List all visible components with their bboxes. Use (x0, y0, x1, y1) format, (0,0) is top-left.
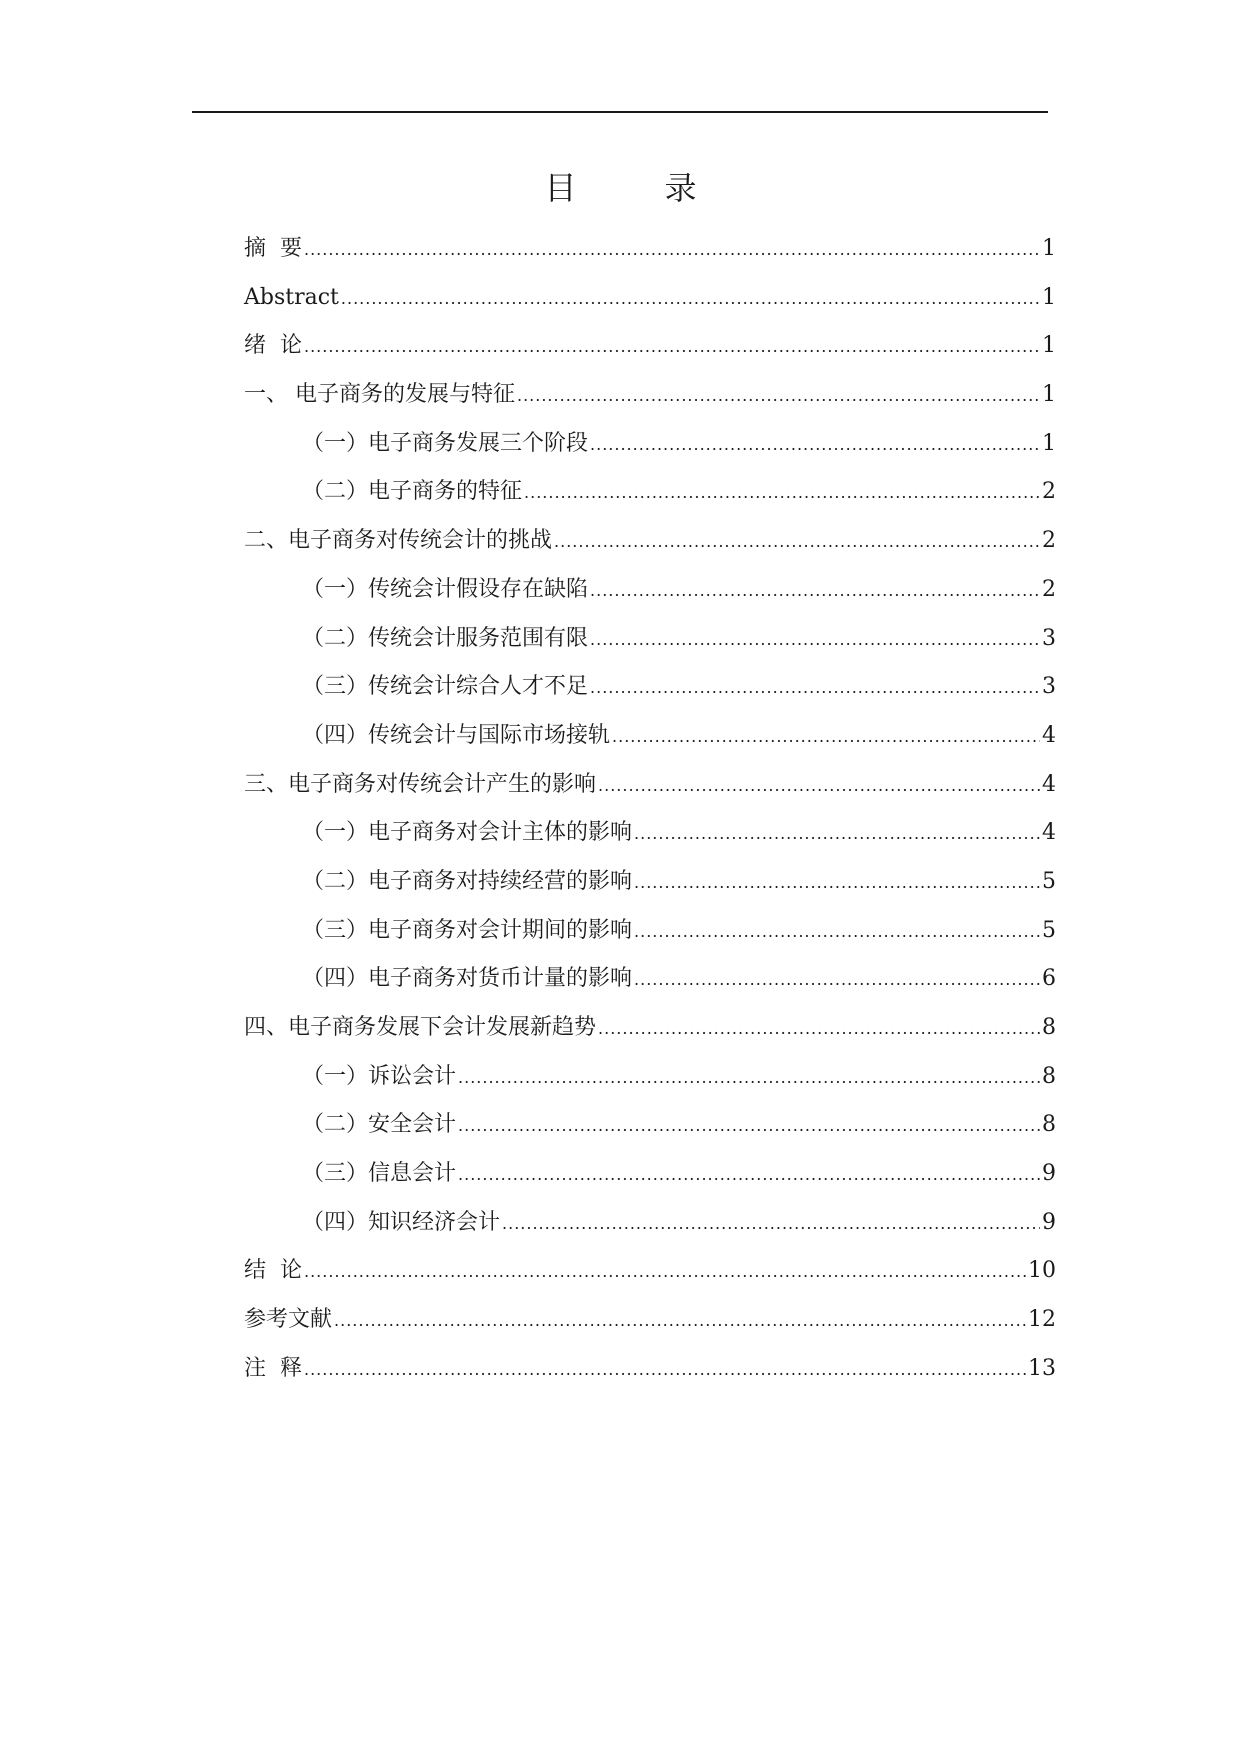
dot-leader (598, 762, 1040, 811)
toc-entry-label: 绪 论 (244, 333, 302, 359)
toc-entry[interactable] (244, 566, 1056, 615)
toc-entry-label: （四）知识经济会计 (302, 1209, 501, 1235)
dot-leader (590, 567, 1040, 616)
toc-entry-label: 摘 要 (244, 236, 302, 261)
toc-entry-label: （二）电子商务的特征 (302, 479, 523, 505)
toc-entry-label: （一）电子商务发展三个阶段 (302, 430, 589, 456)
toc-entry-label: （一）诉讼会计 (302, 1063, 457, 1089)
toc-entry-page-number: 1 (1042, 236, 1056, 261)
dot-leader (458, 1102, 1040, 1151)
toc-entry[interactable] (244, 615, 1056, 664)
toc-entry-label: （三）传统会计综合人才不足 (302, 674, 589, 700)
toc-entry-label: （三）电子商务对会计期间的影响 (302, 917, 633, 943)
toc-entry[interactable] (244, 225, 1056, 274)
toc-entry-page-number: 4 (1042, 820, 1056, 846)
toc-entry-page-number: 2 (1042, 528, 1056, 554)
toc-entry-page-number: 3 (1042, 674, 1056, 700)
toc-entry-page-number: 13 (1028, 1355, 1056, 1381)
toc-entry-page-number: 4 (1042, 722, 1056, 748)
toc-entry[interactable] (244, 371, 1056, 420)
toc-entry-label: 一、 电子商务的发展与特征 (244, 382, 515, 408)
toc-entry-label: 结 论 (244, 1258, 302, 1284)
dot-leader (304, 226, 1040, 275)
dot-leader (634, 859, 1040, 908)
dot-leader (634, 810, 1040, 859)
toc-entry-label: 四、电子商务发展下会计发展新趋势 (244, 1015, 597, 1040)
toc-entry-page-number: 1 (1042, 430, 1056, 456)
toc-entry[interactable] (244, 955, 1056, 1004)
toc-entry-label: Abstract (244, 284, 339, 310)
toc-entry[interactable] (244, 712, 1056, 761)
toc-entry-label: （四）传统会计与国际市场接轨 (302, 722, 611, 748)
dot-leader (590, 616, 1040, 665)
toc-entry-label: （二）电子商务对持续经营的影响 (302, 868, 633, 894)
toc-entry[interactable] (244, 1101, 1056, 1150)
dot-leader (334, 1297, 1026, 1346)
toc-entry[interactable] (244, 907, 1056, 956)
dot-leader (304, 323, 1040, 372)
toc-entry[interactable] (244, 1247, 1056, 1296)
toc-entry[interactable] (244, 468, 1056, 517)
toc-entry[interactable] (244, 761, 1056, 810)
toc-entry[interactable] (244, 1199, 1056, 1248)
dot-leader (524, 469, 1040, 518)
toc-entry[interactable] (244, 1150, 1056, 1199)
dot-leader (458, 1151, 1040, 1200)
toc-entry-label: （二）安全会计 (302, 1112, 457, 1138)
toc-entry[interactable] (244, 1004, 1056, 1053)
toc-entry[interactable] (244, 1053, 1056, 1102)
dot-leader (634, 956, 1040, 1005)
dot-leader (590, 421, 1040, 470)
toc-entry[interactable] (244, 1296, 1056, 1345)
dot-leader (341, 275, 1040, 324)
toc-entry-page-number: 4 (1042, 771, 1056, 797)
toc-entry[interactable] (244, 1345, 1056, 1394)
toc-entry-page-number: 12 (1028, 1307, 1056, 1333)
toc-entry-page-number: 9 (1042, 1161, 1056, 1187)
toc-entry-label: 注 释 (244, 1355, 302, 1381)
toc-entry-page-number: 8 (1042, 1015, 1056, 1040)
toc-entry-page-number: 8 (1042, 1063, 1056, 1089)
toc-entry-label: 参考文献 (244, 1307, 333, 1333)
toc-entry-page-number: 2 (1042, 479, 1056, 505)
table-of-contents (244, 225, 1056, 1394)
toc-entry-label: （三）信息会计 (302, 1161, 457, 1187)
toc-entry[interactable] (244, 322, 1056, 371)
dot-leader (554, 518, 1040, 567)
toc-entry-page-number: 1 (1042, 284, 1056, 310)
toc-entry[interactable] (244, 517, 1056, 566)
toc-entry[interactable] (244, 663, 1056, 712)
toc-entry-page-number: 9 (1042, 1209, 1056, 1235)
dot-leader (517, 372, 1040, 421)
toc-entry-page-number: 5 (1042, 868, 1056, 894)
toc-entry[interactable] (244, 858, 1056, 907)
dot-leader (612, 713, 1040, 762)
toc-entry[interactable] (244, 420, 1056, 469)
dot-leader (634, 908, 1040, 957)
toc-entry-label: （一）电子商务对会计主体的影响 (302, 820, 633, 846)
dot-leader (598, 1005, 1040, 1054)
dot-leader (304, 1248, 1026, 1297)
toc-entry-page-number: 8 (1042, 1112, 1056, 1138)
dot-leader (304, 1346, 1026, 1395)
dot-leader (590, 664, 1040, 713)
toc-entry-page-number: 6 (1042, 966, 1056, 992)
toc-entry-label: （二）传统会计服务范围有限 (302, 625, 589, 651)
toc-entry-label: 三、电子商务对传统会计产生的影响 (244, 771, 597, 797)
toc-entry-page-number: 10 (1028, 1258, 1056, 1284)
toc-entry-label: （四）电子商务对货币计量的影响 (302, 966, 633, 992)
toc-entry-label: 二、电子商务对传统会计的挑战 (244, 528, 553, 554)
toc-entry[interactable] (244, 274, 1056, 323)
header-rule (192, 111, 1048, 113)
toc-entry-page-number: 5 (1042, 917, 1056, 943)
toc-title: 目 录 (544, 169, 725, 207)
dot-leader (502, 1200, 1040, 1249)
toc-entry-label: （一）传统会计假设存在缺陷 (302, 576, 589, 602)
toc-entry[interactable] (244, 809, 1056, 858)
toc-entry-page-number: 1 (1042, 333, 1056, 359)
toc-entry-page-number: 1 (1042, 382, 1056, 408)
toc-entry-page-number: 2 (1042, 576, 1056, 602)
toc-entry-page-number: 3 (1042, 625, 1056, 651)
dot-leader (458, 1054, 1040, 1103)
